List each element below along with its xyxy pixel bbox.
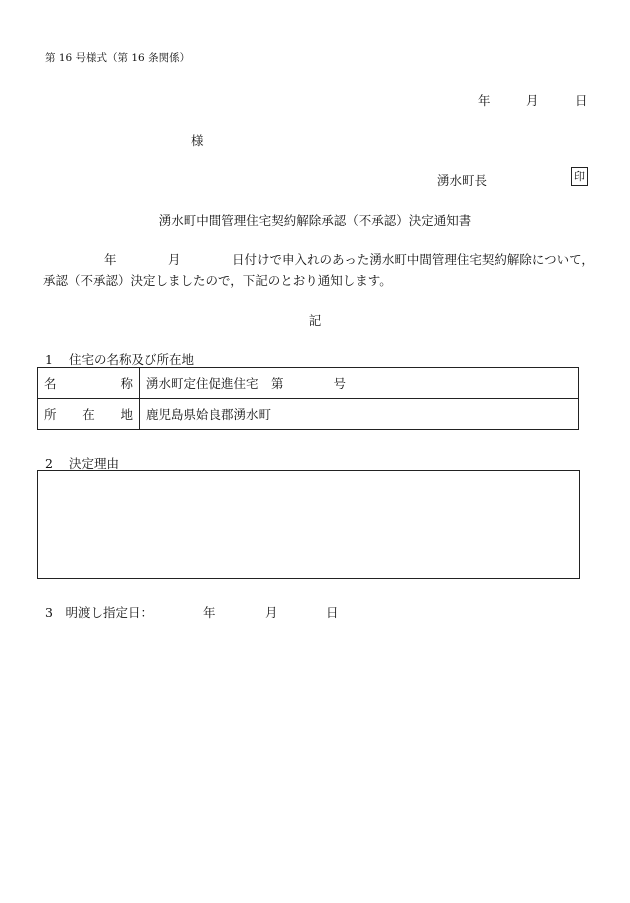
name-value: 湧水町定住促進住宅 第 号 bbox=[140, 368, 579, 399]
table-row bbox=[38, 399, 579, 430]
location-value: 鹿児島県姶良郡湧水町 bbox=[140, 399, 579, 430]
document-title: 湧水町中間管理住宅契約解除承認（不承認）決定通知書 bbox=[158, 213, 472, 228]
body-year-label: 年 bbox=[104, 252, 117, 267]
seal-mark: 印 bbox=[571, 167, 588, 186]
section-2-title: 決定理由 bbox=[69, 456, 120, 471]
vacate-day-label: 日 bbox=[326, 605, 339, 620]
form-number: 第 16 号様式（第 16 条関係） bbox=[45, 52, 191, 64]
section-1-number: 1 bbox=[45, 352, 53, 367]
date-month-label: 月 bbox=[526, 93, 539, 108]
section-2-number: 2 bbox=[45, 456, 53, 471]
vacate-year-label: 年 bbox=[203, 605, 216, 620]
section-1-title: 住宅の名称及び所在地 bbox=[69, 352, 195, 367]
table-row bbox=[38, 368, 579, 399]
vacate-date-label: 3 明渡し指定日： bbox=[45, 605, 153, 620]
housing-table bbox=[37, 367, 579, 430]
body-line-1: 日付けで申入れのあった湧水町中間管理住宅契約解除について， bbox=[232, 252, 594, 267]
addressee-suffix: 様 bbox=[191, 133, 204, 148]
location-label: 所在地 bbox=[38, 399, 140, 430]
date-day-label: 日 bbox=[575, 93, 588, 108]
ki-heading: 記 bbox=[308, 313, 322, 328]
vacate-month-label: 月 bbox=[265, 605, 278, 620]
body-month-label: 月 bbox=[168, 252, 181, 267]
section-1-heading bbox=[45, 350, 194, 368]
decision-reason-box bbox=[37, 470, 580, 579]
issuer-title: 湧水町長 bbox=[437, 173, 488, 188]
date-year-label: 年 bbox=[478, 93, 491, 108]
body-line-2: 承認（不承認）決定しましたので，下記のとおり通知します。 bbox=[43, 273, 392, 288]
name-label: 名称 bbox=[38, 368, 140, 399]
